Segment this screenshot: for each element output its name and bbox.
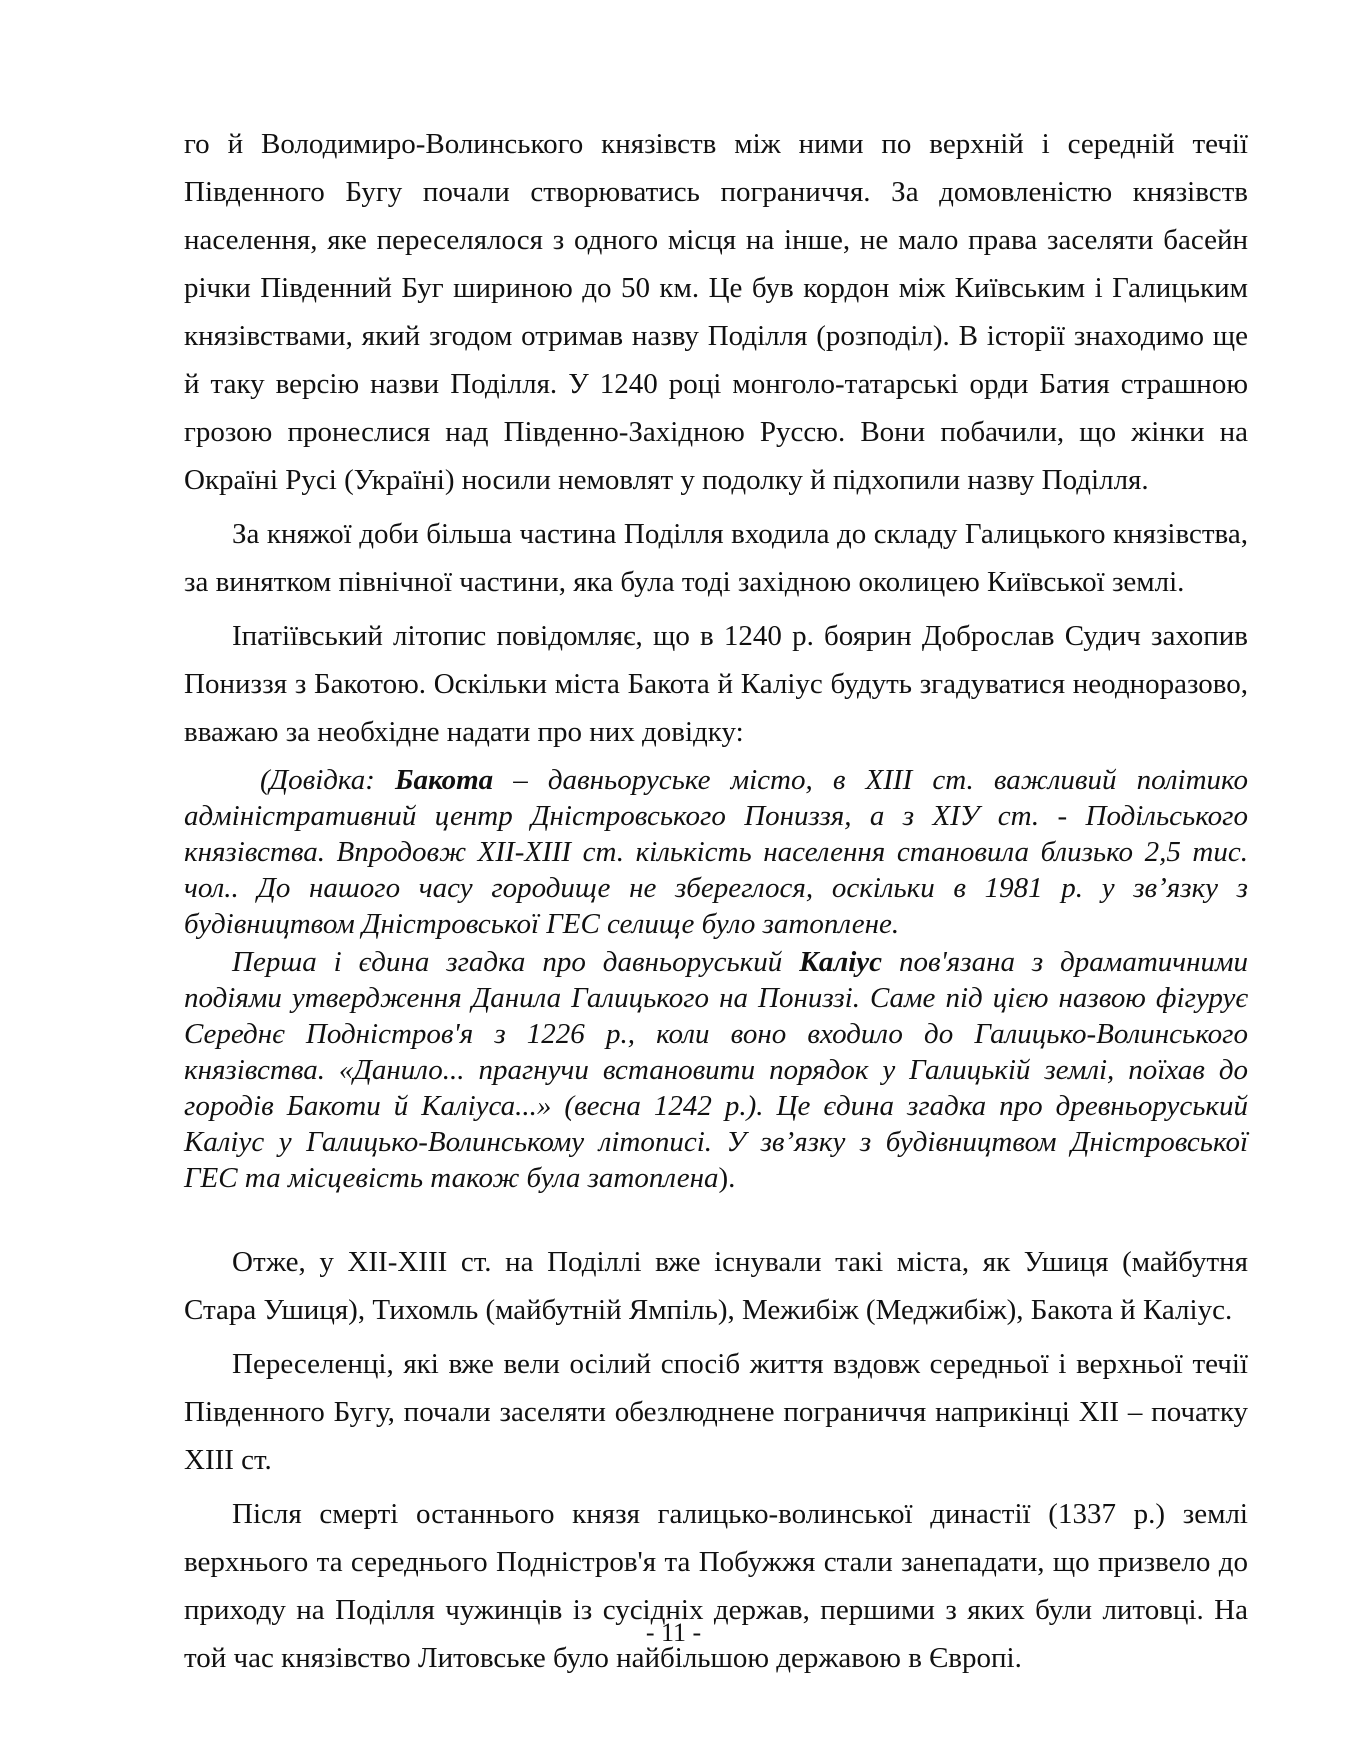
- note-bakota-text: – давньоруське місто, в XIII ст. важливий політико адміністративний центр Дністровського Пониззя, а з XIУ ст. - Подільського князівства. Впродовж XII-XIII ст. кількість населення становила близько 2,5 тис. чол.. До нашого часу городище не збереглося, оскільки в 1981 р. у зв’язку з будівництвом Дністровської ГЕС селище було затоплене.: [184, 764, 1248, 940]
- page-number: - 11 -: [645, 1618, 702, 1647]
- note-kalius-prefix: Перша і єдина згадка про давньоруський: [232, 946, 800, 978]
- section-gap: [184, 1198, 1248, 1238]
- note-bakota-term: Бакота: [395, 764, 494, 796]
- paragraph-settlers: Переселенці, які вже вели осілий спосіб життя вздовж середньої і верхньої течії Південного Бугу, почали заселяти обезлюднене пограниччя наприкінці XII – початку XIII ст.: [184, 1348, 1248, 1476]
- document-page: [184, 120, 1248, 1688]
- paragraph-podillia-origin: го й Володимиро-Волинського князівств між ними по верхній і середній течії Південного Бугу почали створюватись пограниччя. За домовленістю князівств населення, яке переселялося з одного місця на інше, не мало права заселяти басейн річки Південний Буг шириною до 50 км. Це був кордон між Київським і Галицьким князівствами, який згодом отримав назву Поділля (розподіл). В історії знаходимо ще й таку версію назви Поділля. У 1240 році монголо-татарські орди Батия страшною грозою пронеслися над Південно-Західною Руссю. Вони побачили, що жінки на Окраїні Русі (Україні) носили немовлят у подолку й підхопили назву Поділля.: [184, 128, 1248, 496]
- paragraph-princely-era: За княжої доби більша частина Поділля входила до складу Галицького князівства, за винятком північної частини, яка була тоді західною околицею Київської землі.: [184, 518, 1248, 598]
- note-kalius-text: пов'язана з драматичними подіями утвердження Данила Галицького на Пониззі. Саме під цією назвою фігурує Середнє Подністров'я з 1226 р., коли воно входило до Галицько-Волинського князівства. «Данило... прагнучи встановити порядок у Галицькій землі, поїхав до городів Бакоти й Калiуса...» (весна 1242 р.). Це єдина згадка про древньоруський Калiус у Галицько-Волинському літописі. У зв’язку з будівництвом Дністровської ГЕС та місцевість також була затоплена: [184, 946, 1248, 1194]
- note-bakota: [184, 762, 1248, 942]
- note-kalius-suffix: ).: [718, 1162, 736, 1194]
- paragraph-towns: Отже, у XII-XIII ст. на Поділлі вже існували такі міста, як Ушиця (майбутня Стара Ушиця), Тихомль (майбутній Ямпіль), Межибіж (Меджибіж), Бакота й Калiус.: [184, 1246, 1248, 1326]
- note-kalius-term: Калiус: [799, 946, 883, 978]
- note-kalius: [184, 944, 1248, 1196]
- paragraph-decline: Після смерті останнього князя галицько-волинської династії (1337 р.) землі верхнього та середнього Подністров'я та Побужжя стали занепадати, що призвело до приходу на Поділля чужинців із сусідніх держав, першими з яких були литовці. На той час князівство Литовське було найбільшою державою в Європі.: [184, 1498, 1248, 1674]
- note-bakota-prefix: (Довідка:: [260, 764, 396, 796]
- paragraph-ipatiev-chronicle: Іпатіївський літопис повідомляє, що в 1240 р. боярин Доброслав Судич захопив Пониззя з Бакотою. Оскільки міста Бакота й Калiус будуть згадуватися неодноразово, вважаю за необхідне надати про них довідку:: [184, 620, 1248, 748]
